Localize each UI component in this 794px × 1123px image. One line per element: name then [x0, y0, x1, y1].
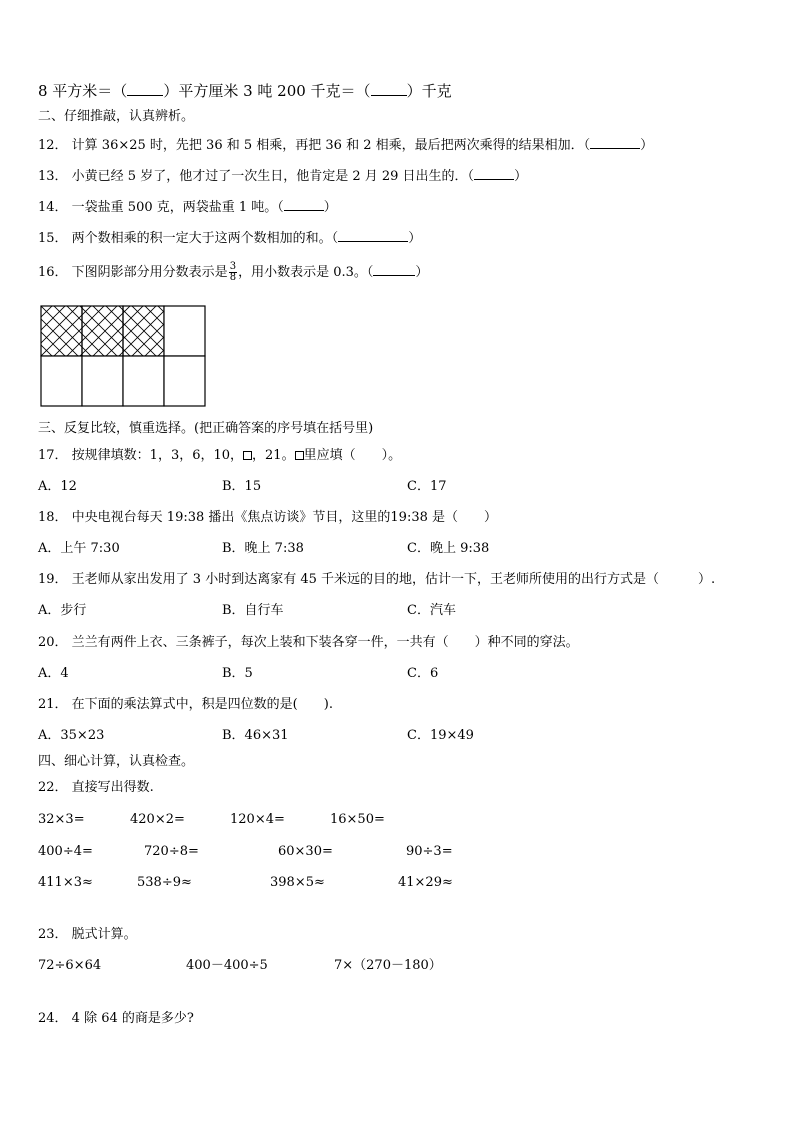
grid-cell — [41, 356, 82, 406]
fraction — [229, 262, 237, 283]
fraction-denominator: 8 — [229, 272, 237, 283]
empty-box-icon — [243, 451, 252, 460]
question-18: 18． 中央电视台每天 19:38 播出《焦点访谈》节目，这里的19:38 是（ ） — [38, 510, 497, 525]
answer-blank[interactable] — [284, 198, 324, 211]
answer-blank[interactable] — [371, 83, 407, 96]
grid-cell-shaded — [123, 306, 164, 356]
question-text: 13． 小黄已经 5 岁了，他才过了一次生日，他肯定是 2 月 29 日出生的．（ — [38, 169, 475, 184]
question-23-title: 23． 脱式计算。 — [38, 927, 137, 942]
question-text: ，21。 — [252, 448, 295, 463]
question-24-title: 24． 4 除 64 的商是多少? — [38, 1011, 194, 1026]
answer-blank[interactable] — [127, 83, 163, 96]
question-text: 14． 一袋盐重 500 克，两袋盐重 1 吨。（ — [38, 200, 284, 215]
calc-item: 720÷8= — [144, 844, 199, 859]
question-19: 19． 王老师从家出发用了 3 小时到达离家有 45 千米远的目的地，估计一下，王老师所使用的出行方式是（ ）. — [38, 572, 716, 587]
unit-text-2: ）平方厘米 3 吨 200 千克＝（ — [163, 82, 371, 100]
answer-blank[interactable] — [373, 263, 415, 276]
option-b[interactable]: B．晚上 7:38 — [222, 541, 304, 556]
section-title: 三、反复比较，慎重选择。(把正确答案的序号填在括号里) — [38, 421, 374, 436]
answer-blank[interactable] — [474, 167, 514, 180]
question-14 — [38, 198, 337, 217]
question-text: 16． 下图阴影部分用分数表示是 — [38, 265, 228, 280]
question-text: 15． 两个数相乘的积一定大于这两个数相加的和。（ — [38, 231, 339, 246]
question-text: 里应填（ ）。 — [303, 448, 402, 463]
option-a[interactable]: A．35×23 — [38, 728, 105, 743]
shaded-grid-figure — [40, 305, 206, 407]
calc-item: 420×2= — [130, 812, 185, 827]
question-text: 17． 按规律填数：1，3，6，10， — [38, 448, 244, 463]
calc-item: 400－400÷5 — [186, 958, 268, 973]
option-a[interactable]: A．上午 7:30 — [38, 541, 120, 556]
calc-item: 120×4= — [230, 812, 285, 827]
answer-blank[interactable] — [338, 229, 408, 242]
grid-cell-shaded — [82, 306, 123, 356]
question-17 — [38, 447, 401, 465]
grid-cell — [82, 356, 123, 406]
question-16 — [38, 262, 428, 283]
unit-text-3: ）千克 — [406, 82, 452, 100]
option-c[interactable]: C．17 — [407, 479, 447, 494]
option-a[interactable]: A．12 — [38, 479, 77, 494]
question-21: 21． 在下面的乘法算式中，积是四位数的是( ). — [38, 697, 333, 712]
calc-item: 32×3= — [38, 812, 85, 827]
option-a[interactable]: A．步行 — [38, 603, 87, 618]
paren-close: ） — [408, 231, 422, 246]
unit-text-1: 8 平方米＝（ — [38, 82, 128, 100]
paren-close: ） — [640, 138, 654, 153]
question-22-title: 22． 直接写出得数. — [38, 780, 154, 795]
grid-cell — [164, 356, 205, 406]
option-c[interactable]: C．晚上 9:38 — [407, 541, 490, 556]
fraction-numerator: 3 — [229, 261, 237, 272]
calc-item: 538÷9≈ — [137, 875, 192, 890]
calc-item: 398×5≈ — [270, 875, 325, 890]
question-text: ，用小数表示是 0.3。（ — [238, 265, 374, 280]
calc-item: 90÷3= — [406, 844, 453, 859]
section-title: 四、细心计算，认真检查。 — [38, 754, 195, 769]
question-20: 20． 兰兰有两件上衣、三条裤子，每次上装和下装各穿一件，一共有（ ）种不同的穿法。 — [38, 635, 579, 650]
calc-item: 41×29≈ — [398, 875, 453, 890]
option-a[interactable]: A．4 — [38, 666, 69, 681]
section-title: 二、仔细推敲，认真辨析。 — [38, 109, 195, 124]
calc-item: 72÷6×64 — [38, 958, 102, 973]
calc-item: 16×50= — [330, 812, 385, 827]
paren-close: ） — [514, 169, 528, 184]
unit-conversion-line — [38, 82, 452, 100]
paren-close: ） — [415, 265, 429, 280]
question-12 — [38, 136, 653, 155]
option-b[interactable]: B．5 — [222, 666, 253, 681]
grid-cell — [164, 306, 205, 356]
option-c[interactable]: C．19×49 — [407, 728, 474, 743]
calc-item: 60×30= — [278, 844, 333, 859]
grid-cell-shaded — [41, 306, 82, 356]
option-b[interactable]: B．46×31 — [222, 728, 289, 743]
empty-box-icon — [295, 451, 304, 460]
question-15 — [38, 229, 421, 248]
paren-close: ） — [323, 200, 337, 215]
question-text: 12． 计算 36×25 时，先把 36 和 5 相乘，再把 36 和 2 相乘，最后把两次乘得的结果相加．（ — [38, 138, 591, 153]
option-c[interactable]: C．6 — [407, 666, 439, 681]
question-13 — [38, 167, 527, 186]
option-b[interactable]: B．15 — [222, 479, 262, 494]
answer-blank[interactable] — [590, 136, 640, 149]
calc-item: 7×（270－180） — [334, 958, 442, 973]
calc-item: 400÷4= — [38, 844, 93, 859]
calc-item: 411×3≈ — [38, 875, 93, 890]
option-b[interactable]: B．自行车 — [222, 603, 284, 618]
grid-cell — [123, 356, 164, 406]
option-c[interactable]: C．汽车 — [407, 603, 456, 618]
